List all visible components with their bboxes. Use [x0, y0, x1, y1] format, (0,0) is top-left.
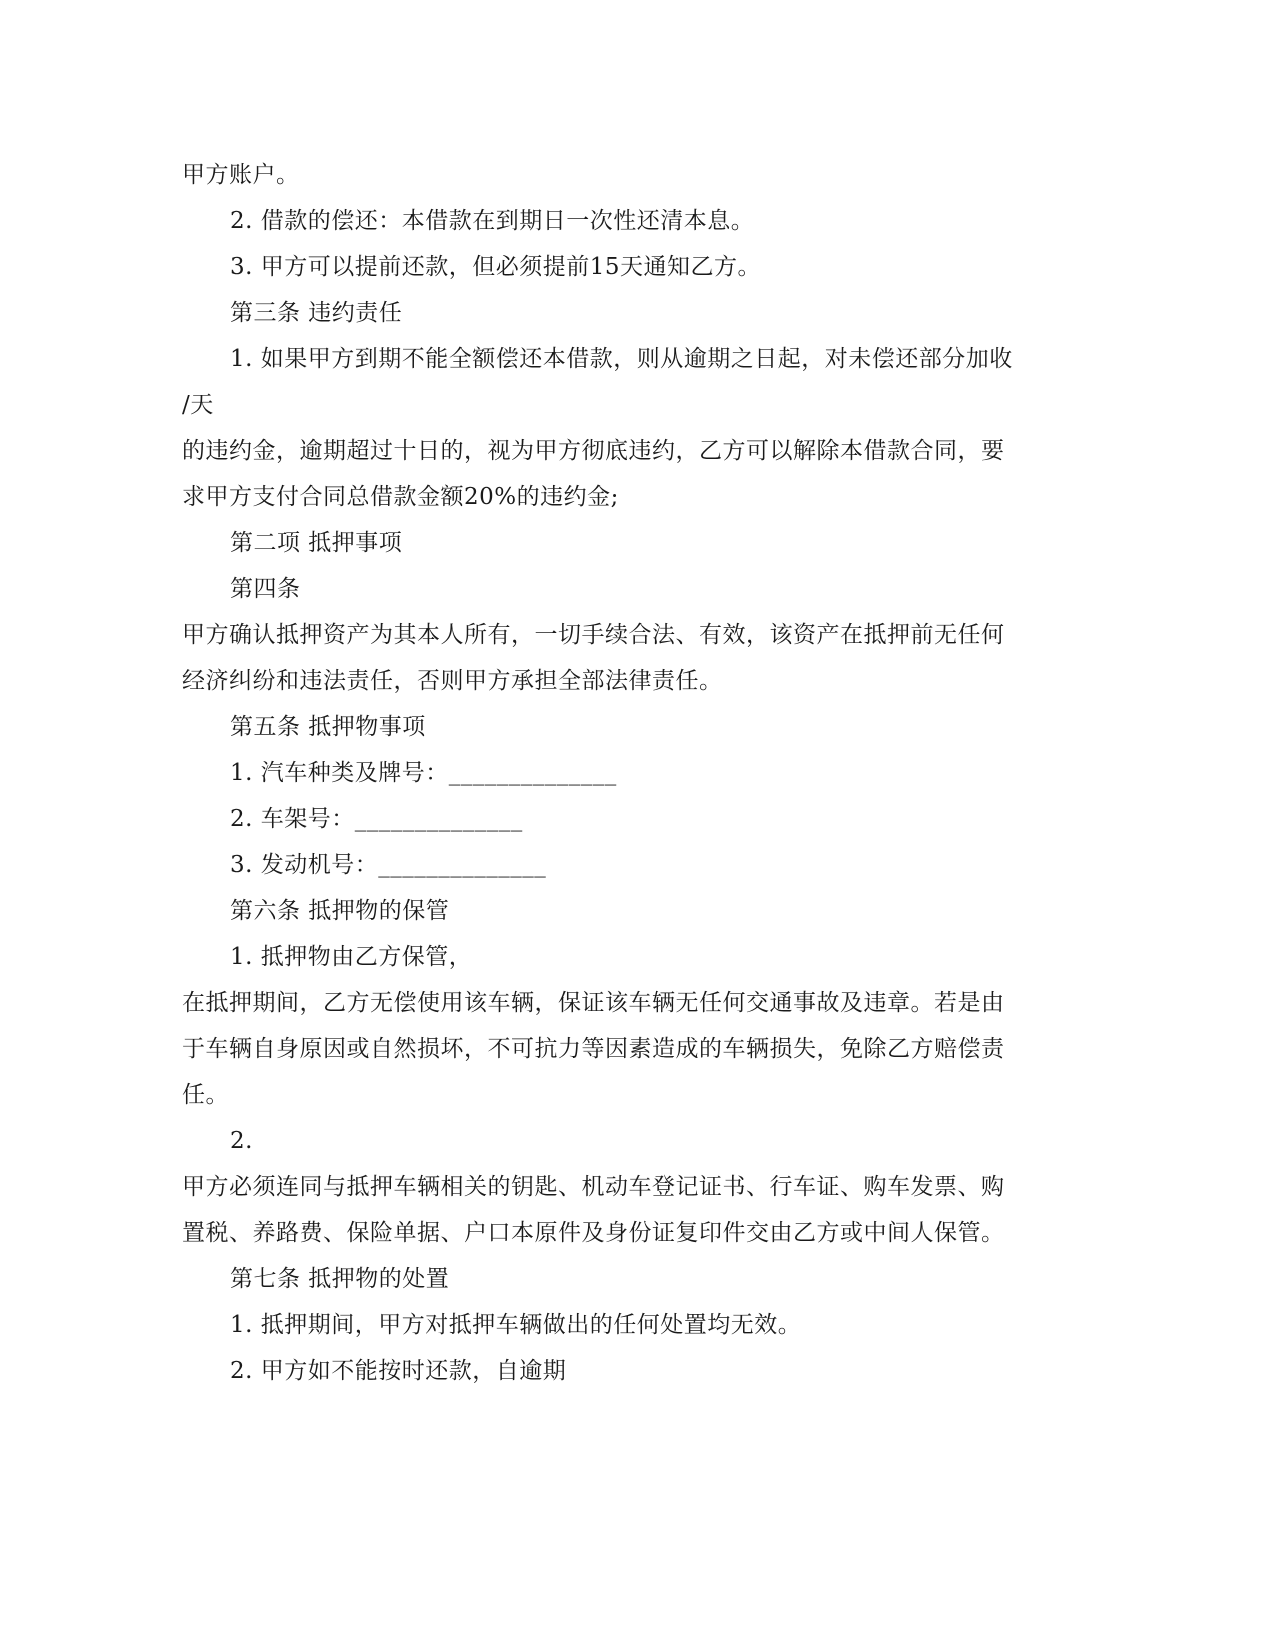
text-line: 甲方确认抵押资产为其本人所有，一切手续合法、有效，该资产在抵押前无任何 — [182, 622, 1005, 648]
text-line: 2. — [230, 1128, 253, 1154]
text-line: 2. 甲方如不能按时还款，自逾期 — [230, 1358, 567, 1384]
text-line: 求甲方支付合同总借款金额20%的违约金; — [182, 484, 619, 510]
section-heading: 第五条 抵押物事项 — [230, 714, 426, 740]
text-line: 1. 抵押物由乙方保管， — [230, 944, 473, 970]
text-line: 3. 发动机号：______________ — [230, 852, 547, 878]
text-line: 2. 车架号：______________ — [230, 806, 523, 832]
text-line: 3. 甲方可以提前还款，但必须提前15天通知乙方。 — [230, 254, 762, 280]
text-line: 置税、养路费、保险单据、户口本原件及身份证复印件交由乙方或中间人保管。 — [182, 1220, 1005, 1246]
text-line: 1. 如果甲方到期不能全额偿还本借款，则从逾期之日起，对未偿还部分加收 — [230, 346, 1013, 372]
text-line: 任。 — [182, 1082, 229, 1108]
text-line: 2. 借款的偿还：本借款在到期日一次性还清本息。 — [230, 208, 755, 234]
text-line: 经济纠纷和违法责任，否则甲方承担全部法律责任。 — [182, 668, 723, 694]
section-heading: 第二项 抵押事项 — [230, 530, 403, 556]
text-line: 1. 汽车种类及牌号：______________ — [230, 760, 617, 786]
text-line: 甲方必须连同与抵押车辆相关的钥匙、机动车登记证书、行车证、购车发票、购 — [182, 1174, 1005, 1200]
text-line: /天 — [182, 392, 214, 418]
section-heading: 第七条 抵押物的处置 — [230, 1266, 450, 1292]
text-line: 于车辆自身原因或自然损坏，不可抗力等因素造成的车辆损失，免除乙方赔偿责 — [182, 1036, 1005, 1062]
text-line: 的违约金，逾期超过十日的，视为甲方彻底违约，乙方可以解除本借款合同，要 — [182, 438, 1005, 464]
text-line: 甲方账户。 — [182, 162, 300, 188]
section-heading: 第三条 违约责任 — [230, 300, 403, 326]
text-line: 1. 抵押期间，甲方对抵押车辆做出的任何处置均无效。 — [230, 1312, 802, 1338]
section-heading: 第六条 抵押物的保管 — [230, 898, 450, 924]
section-heading: 第四条 — [230, 576, 301, 602]
text-line: 在抵押期间，乙方无偿使用该车辆，保证该车辆无任何交通事故及违章。若是由 — [182, 990, 1005, 1016]
